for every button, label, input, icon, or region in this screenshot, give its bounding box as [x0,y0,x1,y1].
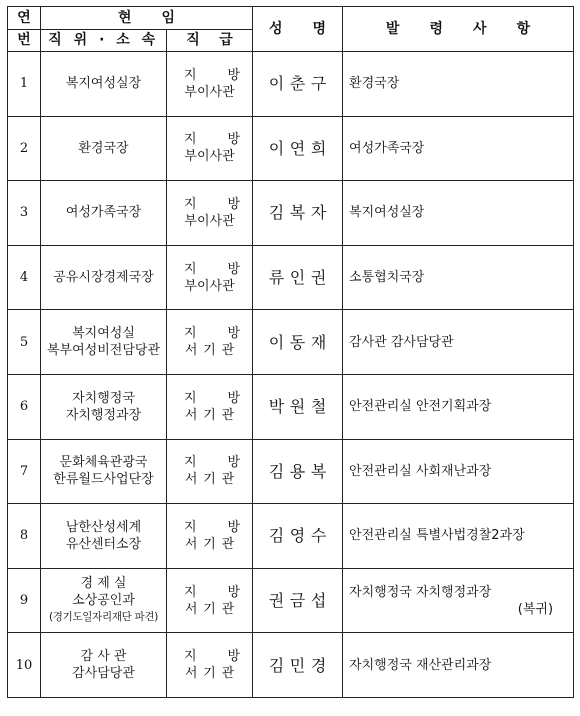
current-position-line: (경기도일자리재단 파견) [48,611,159,624]
appointment-order: 안전관리실 특별사법경찰2과장 [349,528,525,544]
person-name: 이동재 [253,310,343,375]
header-yeonbeon-bottom: 번 [8,30,41,52]
grade-char: 지 [184,326,197,342]
current-position-line: 유산센터소장 [65,536,142,552]
grade-char: 방 [227,584,241,600]
appointment-order-cell [343,116,574,181]
current-position-line: 경 제 실 [80,576,127,592]
appointment-order: 환경국장 [349,76,400,92]
grade-cell [167,245,253,310]
grade-cell [167,504,253,569]
grade-rank: 부이사관 [184,149,235,165]
appointment-order-cell [343,504,574,569]
appointment-order-cell [343,181,574,246]
appointment-order: 자치행정국 자치행정과장 [349,584,492,600]
current-position-line: 복부여성비전담당관 [46,343,161,359]
row-number: 7 [8,439,41,504]
grade-char: 방 [227,390,241,406]
current-position-cell [41,633,167,698]
appointment-order: 여성가족국장 [349,140,425,156]
appointment-order: 소통협치국장 [349,270,425,286]
current-position-line: 환경국장 [78,140,129,156]
appointment-order-cell [343,439,574,504]
grade-char: 방 [227,261,241,277]
header-grade: 직 급 [167,30,253,52]
person-name: 김민경 [253,633,343,698]
grade-char: 방 [227,196,241,212]
row-number: 8 [8,504,41,569]
grade-top-line [167,261,252,278]
person-name: 박원철 [253,374,343,439]
table-row [8,439,574,504]
table-row [8,245,574,310]
appointment-order-cell [343,568,574,633]
grade-rank: 부이사관 [184,84,235,100]
table-row [8,116,574,181]
row-number: 9 [8,568,41,633]
table-row [8,504,574,569]
current-position-cell [41,245,167,310]
person-name: 김용복 [253,439,343,504]
header-order: 발 령 사 항 [343,7,574,52]
current-position-line: 문화체육관광국 [59,455,148,471]
grade-top-line [167,454,252,471]
grade-rank: 서기관 [184,666,241,682]
header-name: 성 명 [253,7,343,52]
current-position-line: 복지여성실 [72,326,135,342]
grade-char: 지 [184,519,197,535]
row-number: 5 [8,310,41,375]
current-position-cell [41,310,167,375]
current-position-line: 복지여성실장 [65,76,142,92]
grade-top-line [167,67,252,84]
header-current: 현 임 [41,7,253,30]
current-position-cell [41,568,167,633]
current-position-line: 여성가족국장 [65,205,142,221]
table-row [8,310,574,375]
current-position-cell [41,439,167,504]
current-position-cell [41,374,167,439]
row-number: 10 [8,633,41,698]
table-row [8,52,574,117]
current-position-cell [41,504,167,569]
current-position-cell [41,181,167,246]
appointment-order-cell [343,374,574,439]
appointment-order-cell [343,310,574,375]
person-name: 김영수 [253,504,343,569]
current-position-line: 자치행정국 [72,390,135,406]
grade-rank: 서기관 [184,407,241,423]
grade-rank: 서기관 [184,472,241,488]
grade-char: 방 [227,326,241,342]
grade-rank: 서기관 [184,601,241,617]
grade-char: 지 [184,132,197,148]
grade-top-line [167,325,252,342]
grade-cell [167,374,253,439]
grade-cell [167,116,253,181]
table-row [8,568,574,633]
appointment-order-cell [343,633,574,698]
grade-char: 지 [184,261,197,277]
current-position-line: 한류월드사업단장 [53,472,154,488]
row-number: 2 [8,116,41,181]
current-position-line: 소상공인과 [72,593,135,609]
grade-top-line [167,648,252,665]
grade-cell [167,439,253,504]
person-name: 김복자 [253,181,343,246]
grade-rank: 서기관 [184,343,241,359]
appointment-order: 자치행정국 재산관리과장 [349,657,492,673]
grade-char: 지 [184,196,197,212]
grade-char: 방 [227,649,241,665]
person-name: 이연희 [253,116,343,181]
appointment-order: 안전관리실 안전기획과장 [349,399,492,415]
current-position-line: 자치행정과장 [65,407,142,423]
person-name: 류인권 [253,245,343,310]
grade-char: 지 [184,584,197,600]
appointment-order-cell [343,245,574,310]
row-number: 3 [8,181,41,246]
row-number: 1 [8,52,41,117]
table-row [8,374,574,439]
current-position-line: 감 사 관 [80,649,127,665]
current-position-line: 감사담당관 [72,666,135,682]
appointment-order-cell [343,52,574,117]
grade-char: 지 [184,390,197,406]
return-note: (복귀) [517,601,554,617]
grade-char: 지 [184,67,197,83]
table-row [8,633,574,698]
grade-top-line [167,390,252,407]
grade-char: 방 [227,519,241,535]
header-yeonbeon-top: 연 [8,7,41,30]
personnel-order-table [7,6,574,698]
current-position-line: 공유시장경제국장 [53,270,154,286]
person-name: 권금섭 [253,568,343,633]
grade-top-line [167,196,252,213]
grade-rank: 부이사관 [184,278,235,294]
row-number: 4 [8,245,41,310]
header-position-dept: 직 위 · 소 속 [41,30,167,52]
table-row [8,181,574,246]
grade-top-line [167,131,252,148]
grade-char: 지 [184,455,197,471]
person-name: 이춘구 [253,52,343,117]
grade-top-line [167,519,252,536]
appointment-order: 안전관리실 사회재난과장 [349,463,492,479]
grade-char: 방 [227,67,241,83]
row-number: 6 [8,374,41,439]
grade-char: 방 [227,455,241,471]
appointment-order: 복지여성실장 [349,205,425,221]
grade-cell [167,310,253,375]
current-position-cell [41,52,167,117]
appointment-order: 감사관 감사담당관 [349,334,454,350]
grade-cell [167,633,253,698]
grade-char: 방 [227,132,241,148]
grade-rank: 부이사관 [184,213,235,229]
grade-cell [167,181,253,246]
grade-top-line [167,584,252,601]
grade-cell [167,52,253,117]
current-position-cell [41,116,167,181]
grade-char: 지 [184,649,197,665]
grade-cell [167,568,253,633]
grade-rank: 서기관 [184,536,241,552]
current-position-line: 남한산성세계 [65,519,142,535]
